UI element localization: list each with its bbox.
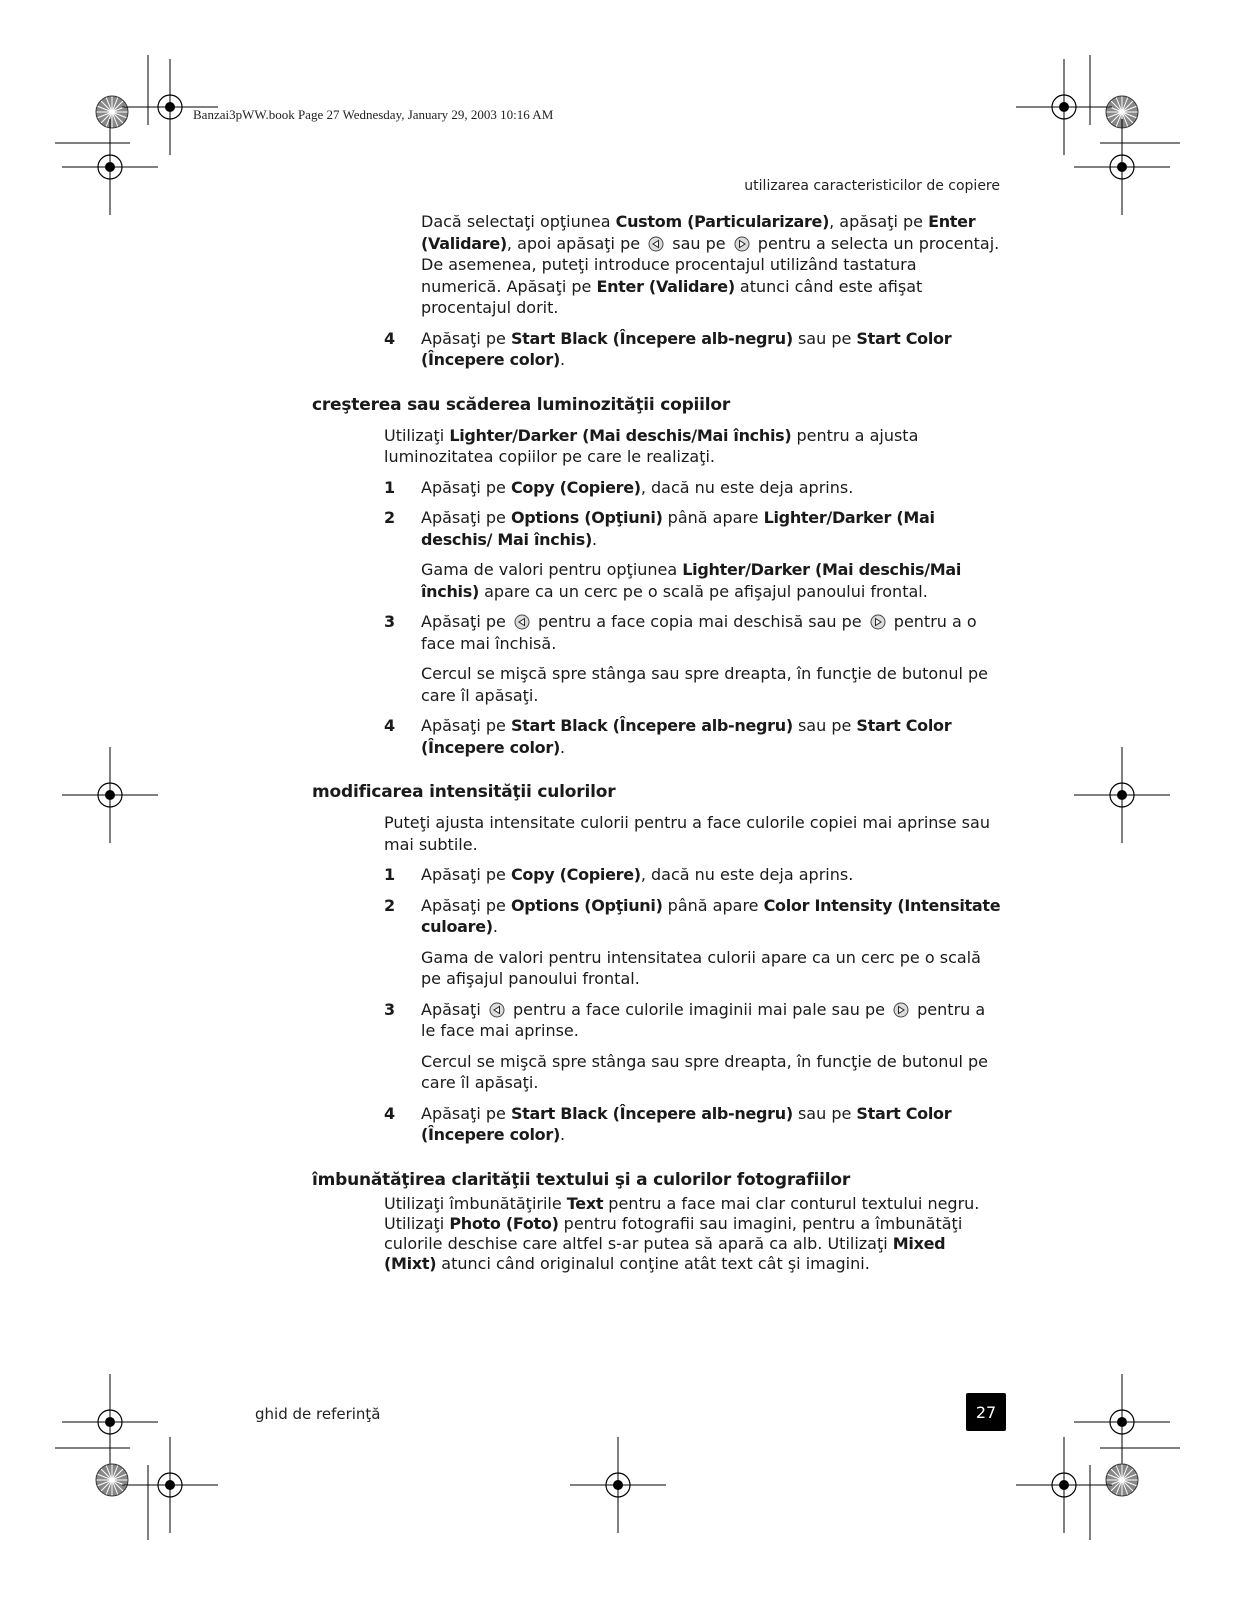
intro-paragraph: Dacă selectaţi opţiunea Custom (Particularizare), apăsaţi pe Enter (Validare), apoi apăsaţi pe sau pe pentru a selecta un procentaj. De asemenea, puteţi introduce procentajul utilizând tastatura numerică. Apăsaţi pe Enter (Validare) atunci când este afişat procentajul dorit.: [421, 212, 1000, 317]
section-heading-brightness: creşterea sau scăderea luminozităţii copiilor: [312, 394, 731, 415]
section-heading-text-photo-enhance: îmbunătăţirea clarităţii textului şi a culorilor fotografiilor: [312, 1169, 851, 1190]
print-slug: Banzai3pWW.book Page 27 Wednesday, January 29, 2003 10:16 AM: [193, 107, 554, 122]
step: 4 Apăsaţi pe Start Black (Începere alb-negru) sau pe Start Color (Începere color).: [384, 716, 952, 757]
step-note: Cercul se mişcă spre stânga sau spre dreapta, în funcţie de butonul pe care îl apăsaţi.: [421, 664, 989, 705]
step: 3 Apăsaţi pentru a face culorile imaginii mai pale sau pe pentru a le face mai aprinse.: [384, 999, 986, 1040]
step: 3 Apăsaţi pe pentru a face copia mai deschisă sau pe pentru a o face mai închisă.: [384, 612, 977, 653]
section-intro: Utilizaţi Lighter/Darker (Mai deschis/Mai închis) pentru a ajusta luminozitatea copiilor pe care le realizaţi.: [384, 425, 919, 466]
page-content: [312, 211, 1002, 1283]
section-heading-color-intensity: modificarea intensităţii culorilor: [312, 782, 616, 802]
right-arrow-button-icon: [870, 614, 886, 630]
running-head: utilizarea caracteristicilor de copiere: [744, 178, 1000, 194]
step: 1 Apăsaţi pe Copy (Copiere), dacă nu este deja aprins.: [384, 865, 854, 884]
step: 1 Apăsaţi pe Copy (Copiere), dacă nu este deja aprins.: [384, 477, 854, 497]
section-intro: Puteţi ajusta intensitate culorii pentru a face culorile copiei mai aprinse sau mai subtile.: [384, 813, 990, 854]
footer-book-title: ghid de referinţă: [255, 1405, 381, 1423]
page-number: 27: [966, 1393, 1006, 1431]
step: 2 Apăsaţi pe Options (Opţiuni) până apare Lighter/Darker (Mai deschis/ Mai închis).: [384, 508, 935, 549]
step: 4 Apăsaţi pe Start Black (Începere alb-negru) sau pe Start Color (Începere color).: [384, 1103, 952, 1144]
step-text: Apăsaţi pe Start Black (Începere alb-negru) sau pe Start Color (Începere color).: [421, 328, 952, 369]
left-arrow-button-icon: [648, 236, 664, 252]
step-note: Cercul se mişcă spre stânga sau spre dreapta, în funcţie de butonul pe care îl apăsaţi.: [421, 1051, 989, 1092]
step-number: 4: [384, 328, 396, 348]
intro-step-4: [384, 328, 1002, 371]
step-note: Gama de valori pentru opţiunea Lighter/Darker (Mai deschis/Mai închis) apare ca un cerc pe o scală pe afişajul panoului frontal.: [421, 560, 962, 601]
left-arrow-button-icon: [514, 614, 530, 630]
right-arrow-button-icon: [734, 236, 750, 252]
step: 2 Apăsaţi pe Options (Opţiuni) până apare Color Intensity (Intensitate culoare).: [384, 895, 1001, 936]
step-note: Gama de valori pentru intensitatea culorii apare ca un cerc pe o scală pe afişajul panoului frontal.: [421, 947, 981, 988]
section-intro: Utilizaţi îmbunătăţirile Text pentru a face mai clar conturul textului negru. Utilizaţi Photo (Foto) pentru fotografii sau imagini, pentru a îmbunătăţi culorile deschise care altfel s-ar putea să apară ca alb. Utilizaţi Mixed (Mixt) atunci când originalul conţine atât text cât şi imagini.: [384, 1193, 980, 1273]
right-arrow-button-icon: [893, 1002, 909, 1018]
left-arrow-button-icon: [489, 1002, 505, 1018]
